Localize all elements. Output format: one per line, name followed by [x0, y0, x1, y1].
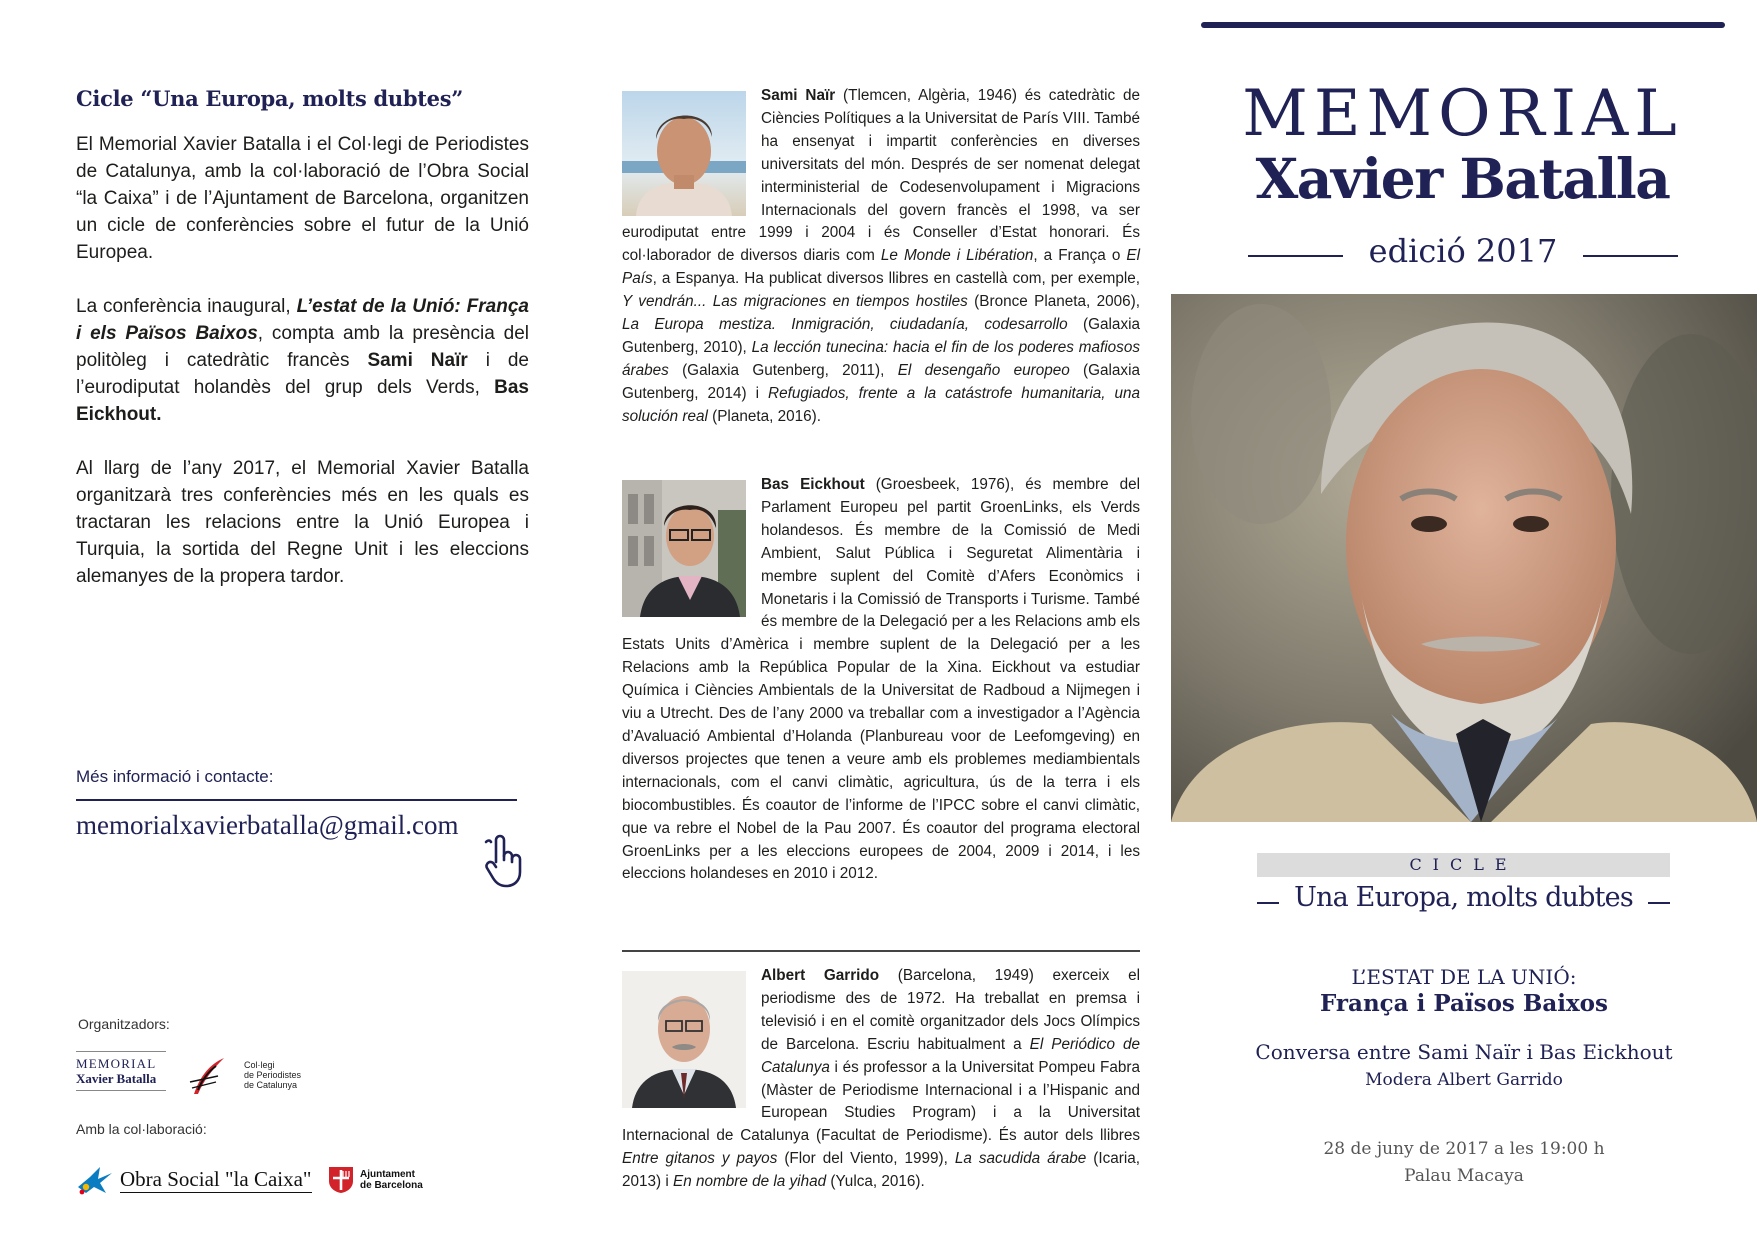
contact-email-link[interactable]: memorialxavierbatalla@gmail.com — [76, 810, 459, 840]
bio-sami-text-7: (Galaxia Gutenberg, 2014) i — [622, 361, 1140, 402]
bio-sami-italic-1: Le Monde i Libération — [880, 247, 1034, 265]
lacaixa-star-icon — [76, 1165, 114, 1195]
bio-sami-italic-7: Refugiados, frente a la catástrofe humanitaria, una solución real — [622, 384, 1140, 425]
col-legi-line3: de Catalunya — [244, 1080, 298, 1090]
bio-albert-text-2: i és professor a la Universitat Pompeu Fabra (Màster de Periodisme Internacional i a l’Hispanic and European Studies Program) i a la Universitat Internacional de Catalunya (Facultat de Periodisme). És autor dels llibres — [622, 1058, 1140, 1145]
bio-albert-italic-1: El Periódico de Catalunya — [761, 1035, 1141, 1076]
intro-column — [76, 86, 529, 590]
contact-divider — [76, 799, 517, 801]
ajuntament-logo — [328, 1166, 438, 1194]
bio-albert-text-1: (Barcelona, 1949) exerceix el periodisme des de 1972. Ha treballat en premsa i televisió i en el comitè organitzador dels Jocs Olímpics de Barcelona. Escriu habitualment a — [761, 967, 1141, 1053]
edition-rule-right — [1583, 255, 1678, 257]
cicle-dash-right — [1648, 902, 1670, 904]
cicle-name: Una Europa, molts dubtes — [1294, 882, 1633, 913]
bio-sami-text-3: , a Espanya. Ha publicat diversos llibres en castellà com, per exemple, — [652, 270, 1140, 288]
edition-row — [1248, 228, 1678, 272]
bio-albert-italic-3: La sacudida árabe — [954, 1150, 1087, 1168]
bio-sami-name: Sami Naïr — [761, 87, 836, 104]
col-legi-line1: Col·legi — [244, 1060, 275, 1070]
memorial-title: MEMORIAL — [1242, 77, 1683, 151]
bio-albert-italic-4: En nombre de la yihad — [673, 1173, 827, 1191]
bio-divider — [622, 950, 1140, 952]
bio-albert-text-4: (Icaria, 2013) i — [622, 1150, 1140, 1191]
collaboration-label: Amb la col·laboració: — [76, 1121, 207, 1137]
ajuntament-line2: de Barcelona — [360, 1180, 423, 1191]
quill-icon — [188, 1056, 228, 1098]
top-accent-bar — [1201, 22, 1725, 28]
memorial-logo-line1: MEMORIAL — [76, 1056, 157, 1071]
memorial-logo-line2: Xavier Batalla — [76, 1071, 157, 1086]
bio-sami-nair — [622, 85, 1140, 429]
bio-albert-name: Albert Garrido — [761, 967, 880, 984]
bio-sami-italic-4: La Europa mestiza. Inmigración, ciudadanía, codesarrollo — [622, 316, 1068, 334]
bio-sami-text-5: (Galaxia Gutenberg, 2010), — [622, 316, 1140, 356]
organizers-label: Organitzadors: — [78, 1016, 170, 1032]
intro-paragraph-inaugural — [76, 293, 529, 428]
event-title: França i Països Baixos — [1320, 990, 1608, 1017]
bas-eickhout-photo — [622, 480, 746, 617]
barcelona-shield-icon — [328, 1166, 354, 1194]
xavier-batalla-portrait — [1171, 294, 1757, 822]
lacaixa-logo — [76, 1163, 316, 1197]
inaugural-text-3: i de l’eurodiputat holandès del grup dels Verds, — [76, 350, 529, 398]
bio-sami-italic-6: El desengaño europeo — [897, 361, 1070, 379]
bio-sami-text-2: , a França o — [1033, 247, 1127, 265]
bio-sami-text-6: (Galaxia Gutenberg, 2011), — [668, 361, 898, 379]
inaugural-text-2: , compta amb la presència del politòleg i catedràtic francès — [76, 323, 530, 371]
event-kicker: L’ESTAT DE LA UNIÓ: — [1351, 965, 1577, 989]
event-conversation: Conversa entre Sami Naïr i Bas Eickhout — [1255, 1040, 1673, 1064]
inaugural-title: L’estat de la Unió: França i els Països Baixos — [76, 296, 529, 344]
event-moderator: Modera Albert Garrido — [1365, 1070, 1563, 1090]
bio-sami-italic-2: El País — [622, 247, 1140, 288]
intro-paragraph-1: El Memorial Xavier Batalla i el Col·legi de Periodistes de Catalunya, amb la col·laboració de l’Obra Social “la Caixa” i de l’Ajuntament de Barcelona, organitzen un cicle de conferències sobre el futur de la Unió Europea. — [76, 134, 529, 263]
inaugural-name-sami: Sami Naïr — [367, 350, 468, 371]
intro-text — [76, 131, 529, 590]
intro-paragraph-3: Al llarg de l’any 2017, el Memorial Xavier Batalla organitzarà tres conferències més en les quals es tractaran les relacions entre la Unió Europea i Turquia, la sortida del Regne Unit i les eleccions alemanyes de la propera tardor. — [76, 458, 529, 587]
bio-sami-text-1: (Tlemcen, Algèria, 1946) és catedràtic de Ciències Polítiques a la Universitat de París VIII. També ha ensenyat i impartit conferències en diverses universitats del món. Després de ser nomenat delegat interministerial de Codesenvolupament i Migracions Internacionals del govern francès el 1998, va ser eurodiputat entre 1999 i 2004 i és Conseller d’Estat honorari. És col·laborador de diversos diaris com — [622, 87, 1140, 265]
bio-albert-text-3: (Flor del Viento, 1999), — [777, 1150, 955, 1168]
event-place: Palau Macaya — [1404, 1166, 1524, 1186]
inaugural-text-1: La conferència inaugural, — [76, 296, 297, 317]
cicle-label-bar: CICLE — [1257, 853, 1670, 877]
bio-sami-text-4: (Bronce Planeta, 2006), — [967, 293, 1140, 311]
bio-bas-eickhout — [622, 474, 1140, 886]
bio-albert-garrido — [622, 965, 1140, 1194]
col-legi-periodistes-logo — [188, 1056, 328, 1098]
bio-albert-italic-2: Entre gitanos y payos — [622, 1150, 778, 1168]
col-legi-logo-text — [244, 1060, 301, 1090]
lacaixa-logo-text: Obra Social "la Caixa" — [120, 1167, 312, 1191]
inaugural-name-bas: Bas Eickhout. — [76, 377, 529, 425]
ajuntament-line1: Ajuntament — [360, 1169, 415, 1180]
albert-garrido-photo — [622, 971, 746, 1108]
edition-label: edició 2017 — [1368, 232, 1558, 270]
bio-sami-italic-3: Y vendrán... Las migraciones en tiempos hostiles — [622, 293, 968, 311]
bio-bas-name: Bas Eickhout — [761, 476, 865, 493]
cicle-name-row — [1257, 880, 1670, 924]
bio-sami-text-8: (Planeta, 2016). — [707, 407, 821, 425]
ajuntament-logo-text — [360, 1169, 423, 1191]
memorial-name-title: Xavier Batalla — [1255, 146, 1670, 211]
sami-nair-photo — [622, 91, 746, 216]
col-legi-line2: de Periodistes — [244, 1070, 302, 1080]
pointing-hand-icon — [484, 832, 526, 890]
event-date: 28 de juny de 2017 a les 19:00 h — [1323, 1139, 1605, 1159]
bio-albert-text-5: (Yulca, 2016). — [826, 1173, 925, 1191]
bio-sami-italic-5: La lección tunecina: hacia el fin de los poderes mafiosos árabes — [622, 338, 1140, 379]
cycle-title: Cicle “Una Europa, molts dubtes” — [76, 86, 464, 111]
contact-label: Més informació i contacte: — [76, 767, 274, 786]
bio-bas-text: (Groesbeek, 1976), és membre del Parlament Europeu pel partit GroenLinks, els Verds holandesos. És membre de la Comissió de Medi Ambient, Salut Pública i Seguretat Alimentària i membre suplent del Comitè d’Afers Econòmics i Monetaris i la Comissió de Transports i Turisme. També és membre de la Delegació per a les Relacions amb els Estats Units d’Amèrica i membre suplent de la Delegació per a les Relacions amb la República Popular de la Xina. Eickhout va estudiar Química i Ciències Ambientals de la Universitat de Radboud a Nijmegen i viu a Utrecht. Des de l’any 2000 va treballar com a investigador a l’Agència d’Avaluació Ambiental d’Holanda (Planbureau voor de Leefomgeving) en diversos projectes que tenen a veure amb els problemes mediambientals internacionals, com el canvi climàtic, agricultura, ús de la terra i els biocombustibles. És coautor de l’informe de l’IPCC sobre el canvi climàtic, que va rebre el Nobel de la Pau 2007. És coautor del programa electoral GroenLinks per a les eleccions europees de 2004, 2009 i 2014, i les eleccions holandeses en 2010 i 2012. — [622, 476, 1141, 883]
memorial-logo — [76, 1051, 166, 1091]
